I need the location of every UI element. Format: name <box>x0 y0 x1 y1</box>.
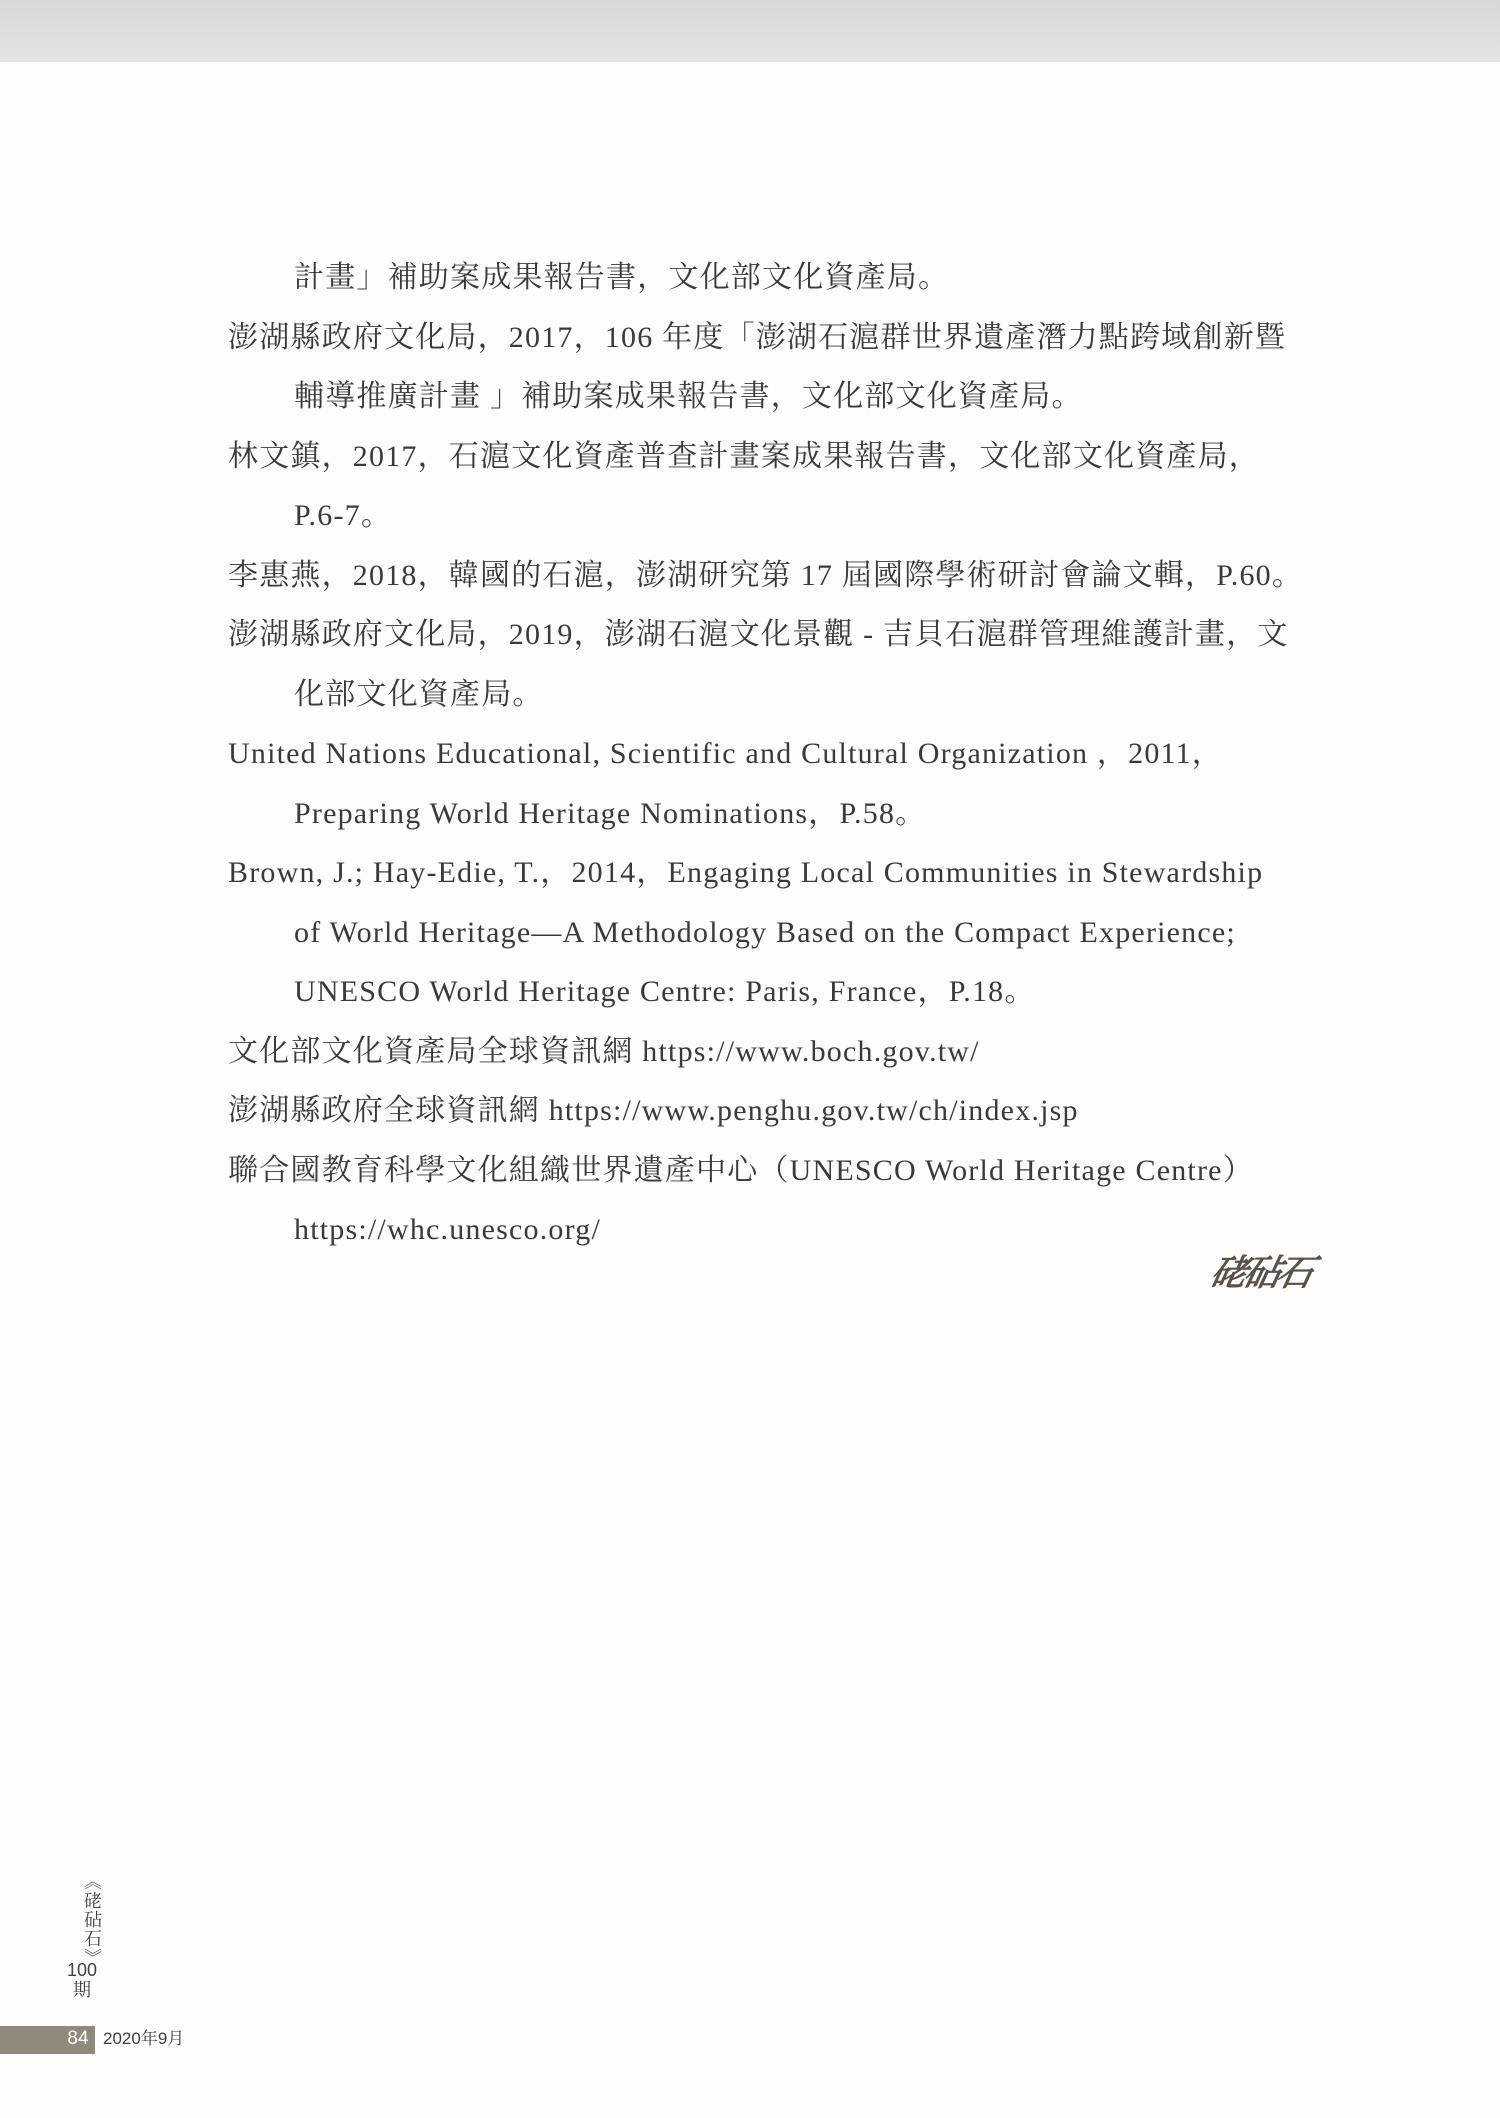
reference-entry: United Nations Educational, Scientific and Cultural Organization ，2011， <box>228 737 1223 770</box>
reference-entry-continuation: UNESCO World Heritage Centre: Paris, France，P.18。 <box>294 975 1036 1008</box>
issue-number-label: 期 <box>73 1980 91 2000</box>
page-number: 84 <box>67 2028 89 2049</box>
reference-entry-continuation: 化部文化資產局。 <box>294 677 544 711</box>
reference-entry-continuation: of World Heritage—A Methodology Based on the Compact Experience; <box>294 915 1236 949</box>
reference-entry: 聯合國教育科學文化組織世界遺產中心（UNESCO World Heritage Centre） <box>228 1153 1254 1187</box>
issue-date: 2020年9月 <box>103 2029 185 2048</box>
issue-number <box>56 1960 108 2000</box>
reference-entry: 澎湖縣政府文化局，2017，106 年度「澎湖石滬群世界遺產潛力點跨域創新暨 <box>228 320 1287 354</box>
issue-number-value: 100 <box>66 1960 98 1980</box>
reference-entry-continuation: P.6-7。 <box>294 499 393 532</box>
reference-entry: 文化部文化資產局全球資訊網 https://www.boch.gov.tw/ <box>228 1034 980 1068</box>
reference-entry-continuation: Preparing World Heritage Nominations，P.58。 <box>294 796 927 830</box>
reference-entry: 澎湖縣政府文化局，2019，澎湖石滬文化景觀 - 吉貝石滬群管理維護計畫，文 <box>228 618 1289 651</box>
reference-entry: Brown, J.; Hay-Edie, T.，2014，Engaging Local Communities in Stewardship <box>228 856 1264 889</box>
scan-top-band <box>0 0 1500 62</box>
reference-entry: 澎湖縣政府全球資訊網 https://www.penghu.gov.tw/ch/index.jsp <box>228 1094 1079 1127</box>
reference-entry: 林文鎮，2017，石滬文化資產普查計畫案成果報告書，文化部文化資產局， <box>228 439 1260 473</box>
reference-entry: 李惠燕，2018，韓國的石滬，澎湖研究第 17 屆國際學術研討會論文輯，P.60。 <box>228 558 1304 592</box>
reference-entry-continuation: https://whc.unesco.org/ <box>294 1213 602 1246</box>
reference-list <box>228 248 1348 1260</box>
reference-entry: 計畫」補助案成果報告書，文化部文化資產局。 <box>294 261 950 294</box>
reference-entry-continuation: 輔導推廣計畫 」補助案成果報告書，文化部文化資產局。 <box>294 380 1083 413</box>
magazine-logo-seal: 硓砧石 <box>1206 1252 1315 1294</box>
magazine-title-vertical: 《硓砧石》 <box>82 1872 102 1967</box>
